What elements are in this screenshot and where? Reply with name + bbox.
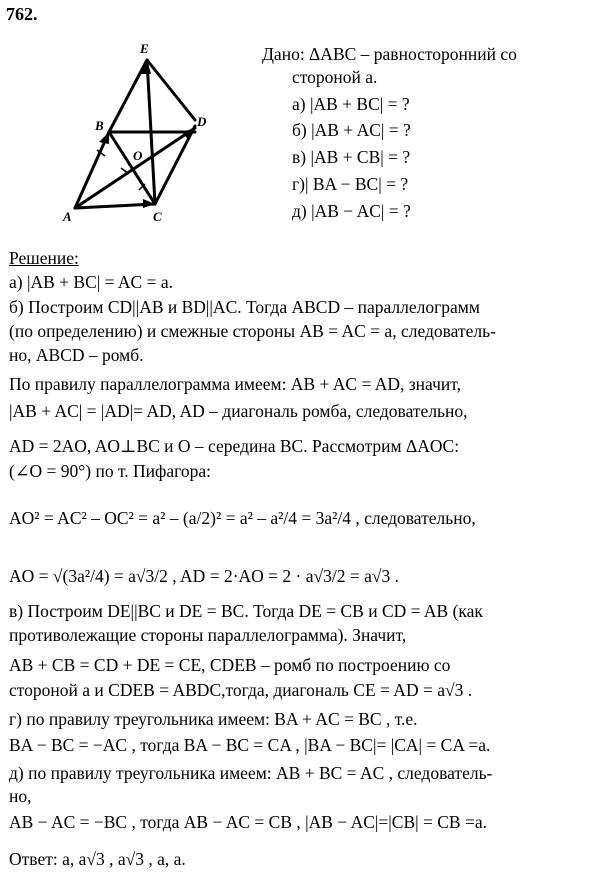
geometry-figure — [55, 38, 230, 228]
solution-line: По правилу параллелограмма имеем: AB + AC = AD, значит, — [9, 374, 461, 394]
solution-line: д) по правилу треугольника имеем: AB + BC = AC , следователь- — [9, 763, 493, 783]
label-b: B — [95, 118, 104, 133]
solution-line: (по определению) и смежные стороны AB = AC = a, следователь- — [9, 321, 496, 341]
label-a: A — [63, 209, 72, 224]
solution-line: противолежащие стороны параллелограмма). Значит, — [9, 625, 407, 645]
solution-line: AB − AC = −BC , тогда AB − AC = CB , |AB − AC|=|CB| = CB =a. — [9, 812, 487, 832]
label-e: E — [140, 41, 149, 56]
solution-line: б) Построим CD||AB и BD||AC. Тогда ABCD – параллелограмм — [9, 297, 480, 317]
label-o: O — [133, 148, 143, 163]
given-line-1: Дано: ΔABC – равносторонний со — [262, 44, 517, 64]
solution-line: г) по правилу треугольника имеем: BA + AC = BC , т.е. — [9, 709, 418, 729]
solution-line: но, — [9, 786, 32, 806]
solution-line: а) |AB + BC| = AC = a. — [9, 272, 173, 292]
given-item-g: г)| BA − BC| = ? — [292, 174, 409, 194]
solution-line: |AB + AC| = |AD|= AD, AD – диагональ ромба, следовательно, — [9, 401, 468, 421]
given-line-2: стороной a. — [292, 67, 378, 87]
solution-line: AO² = AC² – OC² = a² – (a/2)² = a² – a²/4 = 3a²/4 , следовательно, — [9, 508, 476, 528]
given-item-a: а) |AB + BC| = ? — [292, 94, 410, 114]
given-item-b: б) |AB + AC| = ? — [292, 120, 411, 140]
answer-line: Ответ: a, a√3 , a√3 , a, a. — [9, 849, 186, 869]
solution-line: AD = 2AO, AO⊥BC и O – середина BC. Рассмотрим ΔAOC: — [9, 436, 460, 456]
solution-line: BA − BC = −AC , тогда BA − BC = CA , |BA − BC|= |CA| = CA =a. — [9, 735, 491, 755]
problem-number: 762. — [6, 4, 38, 24]
solution-line: но, ABCD – ромб. — [9, 345, 144, 365]
solution-line: в) Построим DE||BC и DE = BC. Тогда DE = CB и CD = AB (как — [9, 601, 483, 621]
given-item-d: д) |AB − AC| = ? — [292, 201, 411, 221]
solution-line: AO = √(3a²/4) = a√3/2 , AD = 2·AO = 2 · a√3/2 = a√3 . — [9, 566, 399, 586]
label-c: C — [153, 209, 162, 224]
solution-line: AB + CB = CD + DE = CE, CDEB – ромб по построению со — [9, 655, 451, 675]
label-d: D — [197, 114, 207, 129]
given-item-v: в) |AB + CB| = ? — [292, 147, 411, 167]
solution-line: стороной a и CDEB = ABDC,тогда, диагональ CE = AD = a√3 . — [9, 680, 473, 700]
solution-heading: Решение: — [9, 248, 79, 268]
solution-line: (∠O = 90°) по т. Пифагора: — [9, 461, 212, 481]
